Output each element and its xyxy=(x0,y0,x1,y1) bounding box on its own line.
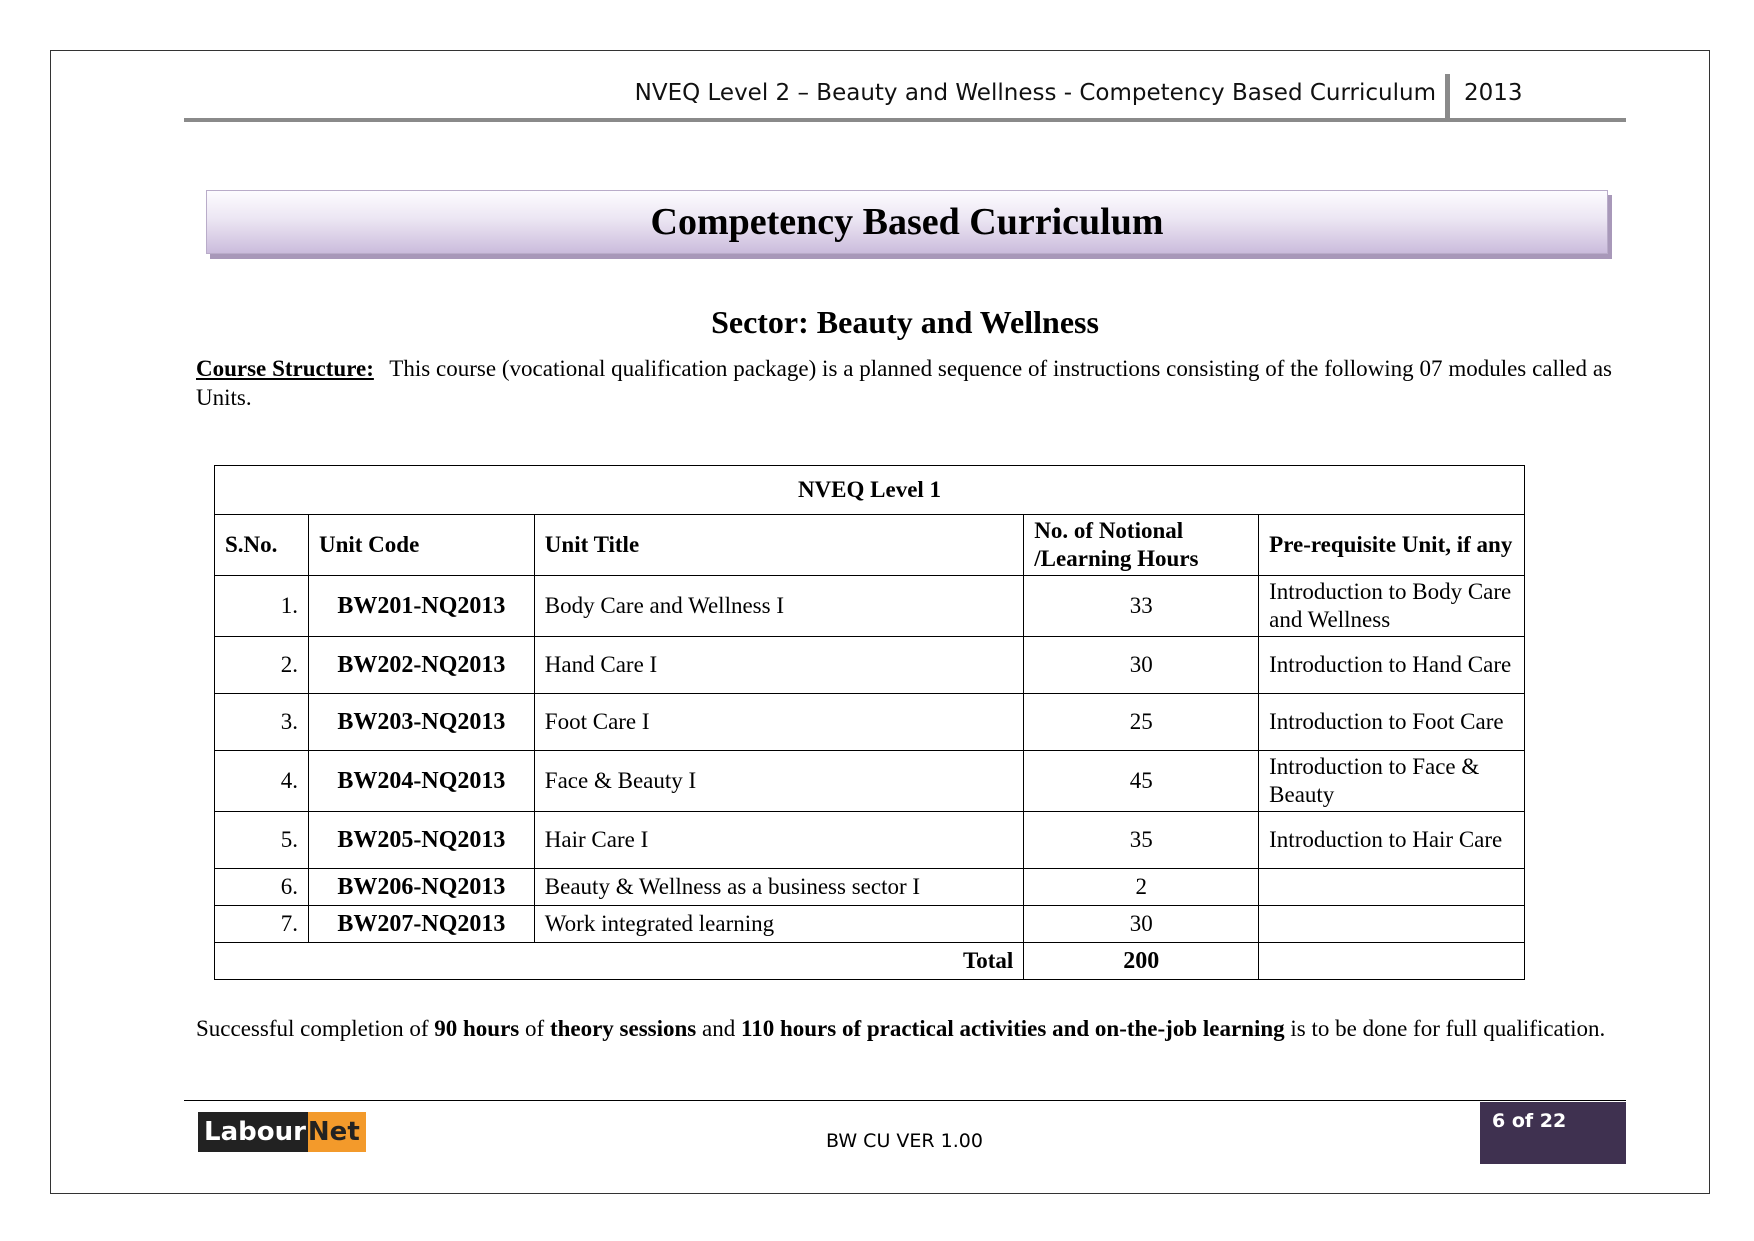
cell-hours: 30 xyxy=(1024,906,1259,943)
cell-sno: 2. xyxy=(215,637,309,694)
cell-prereq: Introduction to Hand Care xyxy=(1259,637,1525,694)
cell-sno: 6. xyxy=(215,869,309,906)
cell-code: BW201-NQ2013 xyxy=(308,576,534,637)
page-number-box xyxy=(1480,1102,1626,1164)
table-row xyxy=(215,751,1525,812)
table-total-row xyxy=(215,943,1525,980)
cell-code: BW204-NQ2013 xyxy=(308,751,534,812)
header-separator xyxy=(1445,74,1450,118)
cell-sno: 5. xyxy=(215,812,309,869)
cell-hours: 33 xyxy=(1024,576,1259,637)
total-label: Total xyxy=(215,943,1024,980)
cell-prereq: Introduction to Hair Care xyxy=(1259,812,1525,869)
total-empty-cell xyxy=(1259,943,1525,980)
cell-hours: 45 xyxy=(1024,751,1259,812)
cell-code: BW207-NQ2013 xyxy=(308,906,534,943)
col-header-prereq: Pre-requisite Unit, if any xyxy=(1259,515,1525,576)
cell-sno: 3. xyxy=(215,694,309,751)
cell-code: BW206-NQ2013 xyxy=(308,869,534,906)
cell-code: BW202-NQ2013 xyxy=(308,637,534,694)
title-banner xyxy=(206,190,1608,254)
table-row xyxy=(215,869,1525,906)
cell-hours: 25 xyxy=(1024,694,1259,751)
completion-bold: 90 hours xyxy=(434,1016,520,1041)
table-row xyxy=(215,576,1525,637)
table-level-title: NVEQ Level 1 xyxy=(215,466,1525,515)
cell-title: Beauty & Wellness as a business sector I xyxy=(534,869,1024,906)
cell-prereq: Introduction to Foot Care xyxy=(1259,694,1525,751)
page-title: Competency Based Curriculum xyxy=(650,201,1164,243)
cell-title: Foot Care I xyxy=(534,694,1024,751)
cell-prereq: Introduction to Body Care and Wellness xyxy=(1259,576,1525,637)
footer-rule xyxy=(184,1100,1626,1101)
cell-hours: 35 xyxy=(1024,812,1259,869)
cell-prereq xyxy=(1259,869,1525,906)
labournet-logo xyxy=(198,1112,366,1152)
cell-title: Work integrated learning xyxy=(534,906,1024,943)
total-value: 200 xyxy=(1024,943,1259,980)
cell-title: Hand Care I xyxy=(534,637,1024,694)
cell-title: Face & Beauty I xyxy=(534,751,1024,812)
cell-sno: 7. xyxy=(215,906,309,943)
cell-prereq xyxy=(1259,906,1525,943)
table-row xyxy=(215,906,1525,943)
completion-text: is to be done for full qualification. xyxy=(1284,1016,1606,1041)
completion-bold: 110 hours of practical activities and on-the-job learning xyxy=(740,1016,1285,1041)
cell-title: Hair Care I xyxy=(534,812,1024,869)
cell-hours: 2 xyxy=(1024,869,1259,906)
header-rule xyxy=(184,118,1626,122)
completion-bold: theory sessions xyxy=(549,1016,697,1041)
col-header-sno: S.No. xyxy=(215,515,309,576)
header-year: 2013 xyxy=(1464,80,1523,106)
completion-note xyxy=(196,1012,1612,1045)
cell-sno: 4. xyxy=(215,751,309,812)
table-row xyxy=(215,637,1525,694)
version-label: BW CU VER 1.00 xyxy=(826,1130,983,1152)
cell-code: BW203-NQ2013 xyxy=(308,694,534,751)
col-header-title: Unit Title xyxy=(534,515,1024,576)
logo-part-net: Net xyxy=(308,1112,366,1152)
cell-sno: 1. xyxy=(215,576,309,637)
col-header-code: Unit Code xyxy=(308,515,534,576)
page-header xyxy=(184,74,1626,122)
cell-prereq: Introduction to Face & Beauty xyxy=(1259,751,1525,812)
units-table xyxy=(214,465,1525,980)
cell-title: Body Care and Wellness I xyxy=(534,576,1024,637)
cell-code: BW205-NQ2013 xyxy=(308,812,534,869)
logo-part-labour: Labour xyxy=(198,1112,308,1152)
sector-heading: Sector: Beauty and Wellness xyxy=(711,304,1099,340)
course-structure-label: Course Structure: xyxy=(196,356,374,381)
table-row xyxy=(215,694,1525,751)
page-number: 6 of 22 xyxy=(1492,1110,1567,1132)
completion-text: Successful completion of xyxy=(196,1016,435,1041)
cell-hours: 30 xyxy=(1024,637,1259,694)
course-structure-text: This course (vocational qualification package) is a planned sequence of instructions consisting of the following 07 modules called as Units. xyxy=(196,356,1612,410)
table-level-row xyxy=(215,466,1525,515)
col-header-hours: No. of Notional /Learning Hours xyxy=(1024,515,1259,576)
table-header-row xyxy=(215,515,1525,576)
header-title: NVEQ Level 2 – Beauty and Wellness - Competency Based Curriculum xyxy=(634,80,1436,106)
course-structure xyxy=(196,354,1612,412)
completion-text: of xyxy=(519,1016,550,1041)
completion-text: and xyxy=(696,1016,741,1041)
table-row xyxy=(215,812,1525,869)
